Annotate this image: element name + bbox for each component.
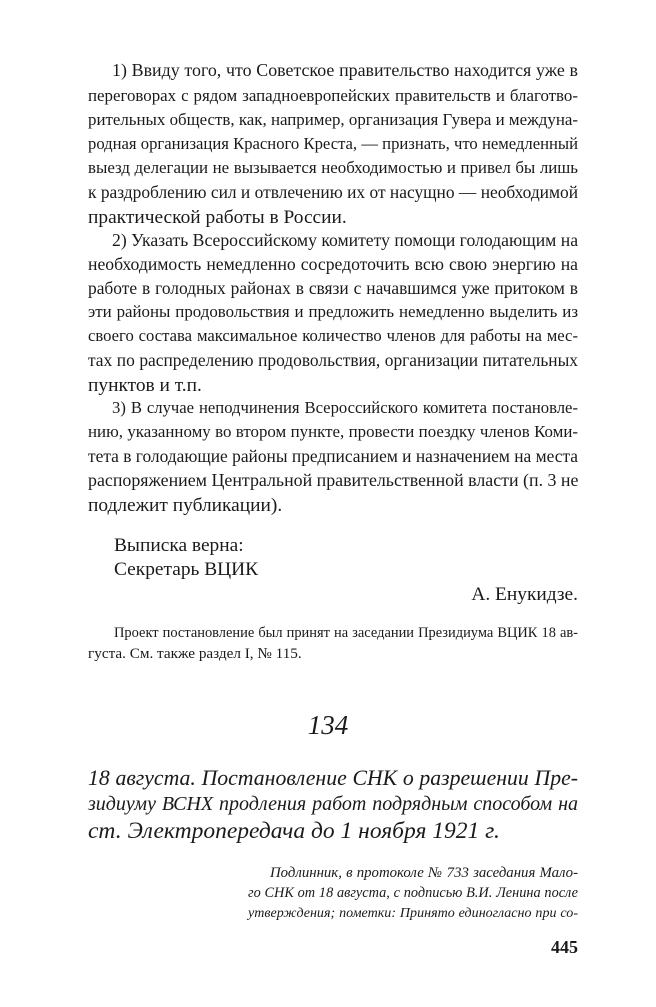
- text-line: практической работы в России.: [88, 207, 347, 228]
- title-line: ст. Электропередача до 1 ноября 1921 г.: [88, 818, 500, 844]
- text-line: своего состава максимальное количество членов для работы на мес-: [88, 326, 578, 345]
- text-line: тета в голодающие районы предписанием и назначением на места: [88, 446, 578, 466]
- note-line: густа. См. также раздел I, № 115.: [88, 645, 302, 662]
- page-number: 445: [551, 937, 578, 957]
- note-line: Проект постановление был принят на заседании Президиума ВЦИК 18 ав-: [114, 625, 578, 641]
- attestation-label: Выписка верна:: [114, 535, 244, 556]
- text-line: 1) Ввиду того, что Советское правительство находится уже в: [112, 60, 578, 80]
- text-line: нию, указанному во втором пункте, провести поездку членов Коми-: [88, 422, 578, 441]
- text-line: к раздроблению сил и отвлечению их от насущно — необходимой: [88, 182, 578, 202]
- attestation-secretary: Секретарь ВЦИК: [114, 559, 259, 580]
- title-line: 18 августа. Постановление СНК о разрешении Пре-: [88, 766, 578, 790]
- text-line: подлежит публикации).: [88, 495, 283, 516]
- document-number: 134: [307, 710, 349, 740]
- text-line: работе в голодных районах в связи с начавшимся уже притоком в: [88, 278, 578, 298]
- source-line: утверждения; пометки: Принято единогласно при со-: [248, 905, 578, 921]
- source-line: Подлинник, в протоколе № 733 заседания Мало-: [270, 865, 578, 881]
- text-line: 2) Указать Всероссийскому комитету помощи голодающим на: [112, 230, 579, 250]
- text-line: рительных обществ, как, например, организация Гувера и междуна-: [88, 110, 578, 129]
- text-line: родная организация Красного Креста, — признать, что немедленный: [88, 134, 578, 153]
- title-line: зидиуму ВСНХ продления работ подрядным способом на: [88, 793, 578, 815]
- source-line: го СНК от 18 августа, с подписью В.И. Ленина после: [248, 885, 578, 901]
- text-line: выезд делегации не вызывается необходимостью и привел бы лишь: [88, 158, 578, 177]
- text-line: эти районы продовольствия и предложить немедленно выделить из: [88, 302, 578, 321]
- text-line: пунктов и т.п.: [88, 375, 202, 396]
- signatory-name: А. Енукидзе.: [471, 584, 578, 605]
- text-line: тах по распределению продовольствия, организации питательных: [88, 350, 578, 370]
- text-line: распоряжением Центральной правительственной власти (п. 3 не: [88, 470, 579, 490]
- text-line: переговорах с рядом западноевропейских правительств и благотво-: [88, 86, 578, 105]
- text-line: необходимость немедленно сосредоточить всю свою энергию на: [88, 254, 578, 274]
- text-line: 3) В случае неподчинения Всероссийского комитета постановле-: [112, 398, 578, 417]
